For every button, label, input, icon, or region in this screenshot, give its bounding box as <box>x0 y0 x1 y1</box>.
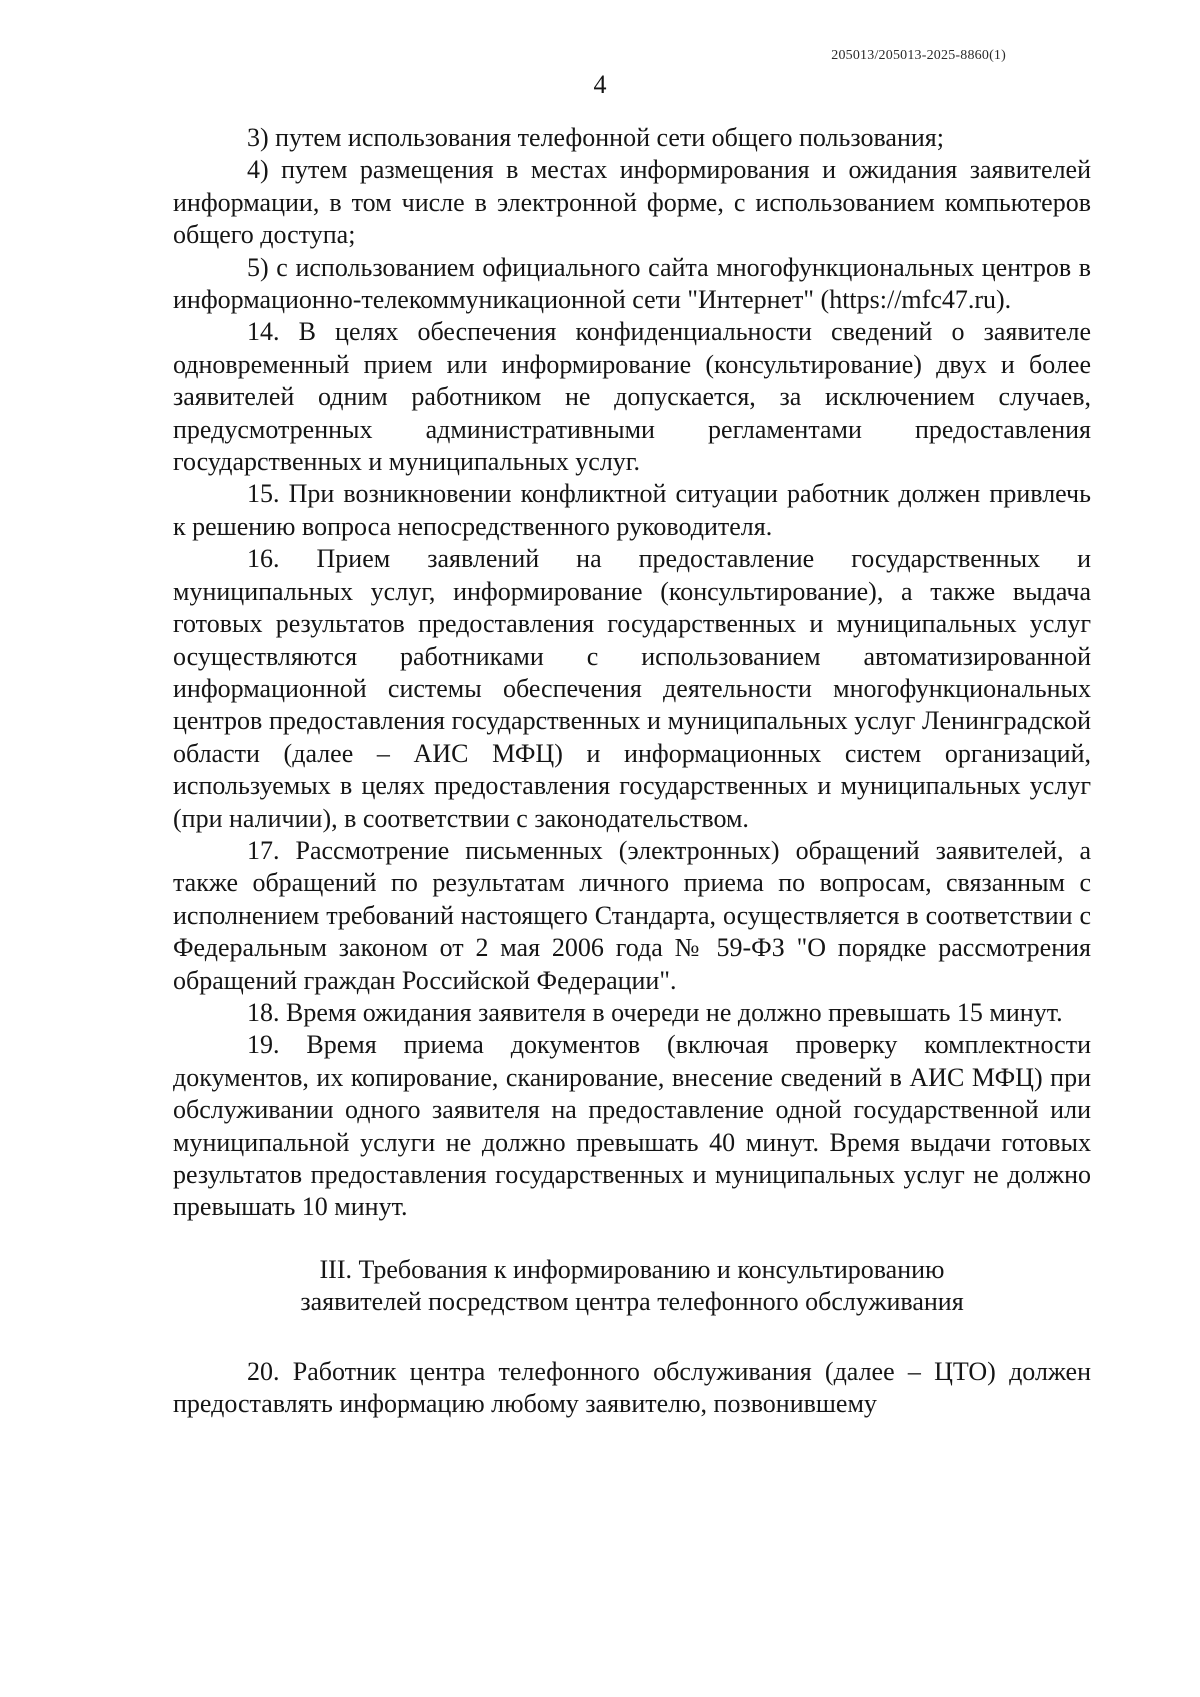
clause-18: 18. Время ожидания заявителя в очереди не должно превышать 15 минут. <box>247 997 1063 1027</box>
clause-14: 14. В целях обеспечения конфиденциальности сведений о заявителе одновременный прием или информирование (консультирование) двух и более заявителей одним работником не допускается, за исключением случаев, предусмотренных административными регламентами предоставления государственных и муниципальных услуг. <box>173 317 1091 477</box>
clause-19: 19. Время приема документов (включая проверку комплектности документов, их копирование, сканирование, внесение сведений в АИС МФЦ) при обслуживании одного заявителя на предоставление одной государственной или муниципальной услуги не должно превышать 40 минут. Время выдачи готовых результатов предоставления государственных и муниципальных услуг не должно превышать 10 минут. <box>173 1030 1091 1222</box>
clause-16: 16. Прием заявлений на предоставление государственных и муниципальных услуг, информирование (консультирование), а также выдача готовых результатов предоставления государственных и муниципальных услуг осуществляются работниками с использованием автоматизированной информационной системы обеспечения деятельности многофункциональных центров предоставления государственных и муниципальных услуг Ленинградской области (далее – АИС МФЦ) и информационных систем организаций, используемых в целях предоставления государственных и муниципальных услуг (при наличии), в соответствии с законодательством. <box>173 544 1091 833</box>
document-body <box>173 122 1091 1420</box>
section-heading <box>173 1254 1091 1319</box>
clause-20: 20. Работник центра телефонного обслуживания (далее – ЦТО) должен предоставлять информацию любому заявителю, позвонившему <box>173 1356 1091 1419</box>
list-item-3: 3) путем использования телефонной сети общего пользования; <box>247 123 944 152</box>
clause-17: 17. Рассмотрение письменных (электронных) обращений заявителей, а также обращений по результатам личного приема по вопросам, связанным с исполнением требований настоящего Стандарта, осуществляется в соответствии с Федеральным законом от 2 мая 2006 года № 59-ФЗ "О порядке рассмотрения обращений граждан Российской Федерации". <box>173 835 1091 995</box>
page-number: 4 <box>593 70 607 99</box>
list-item-5: 5) с использованием официального сайта многофункциональных центров в информационно-телекоммуникационной сети "Интернет" (https://mfc47.ru). <box>173 252 1091 315</box>
document-registration-number: 205013/205013-2025-8860(1) <box>831 48 1006 63</box>
section-heading-line-1: III. Требования к информированию и консультированию <box>319 1254 945 1284</box>
list-item-4: 4) путем размещения в местах информирования и ожидания заявителей информации, в том числе в электронной форме, с использованием компьютеров общего доступа; <box>173 155 1091 250</box>
section-heading-line-2: заявителей посредством центра телефонного обслуживания <box>300 1287 964 1317</box>
clause-15: 15. При возникновении конфликтной ситуации работник должен привлечь к решению вопроса непосредственного руководителя. <box>173 479 1091 541</box>
